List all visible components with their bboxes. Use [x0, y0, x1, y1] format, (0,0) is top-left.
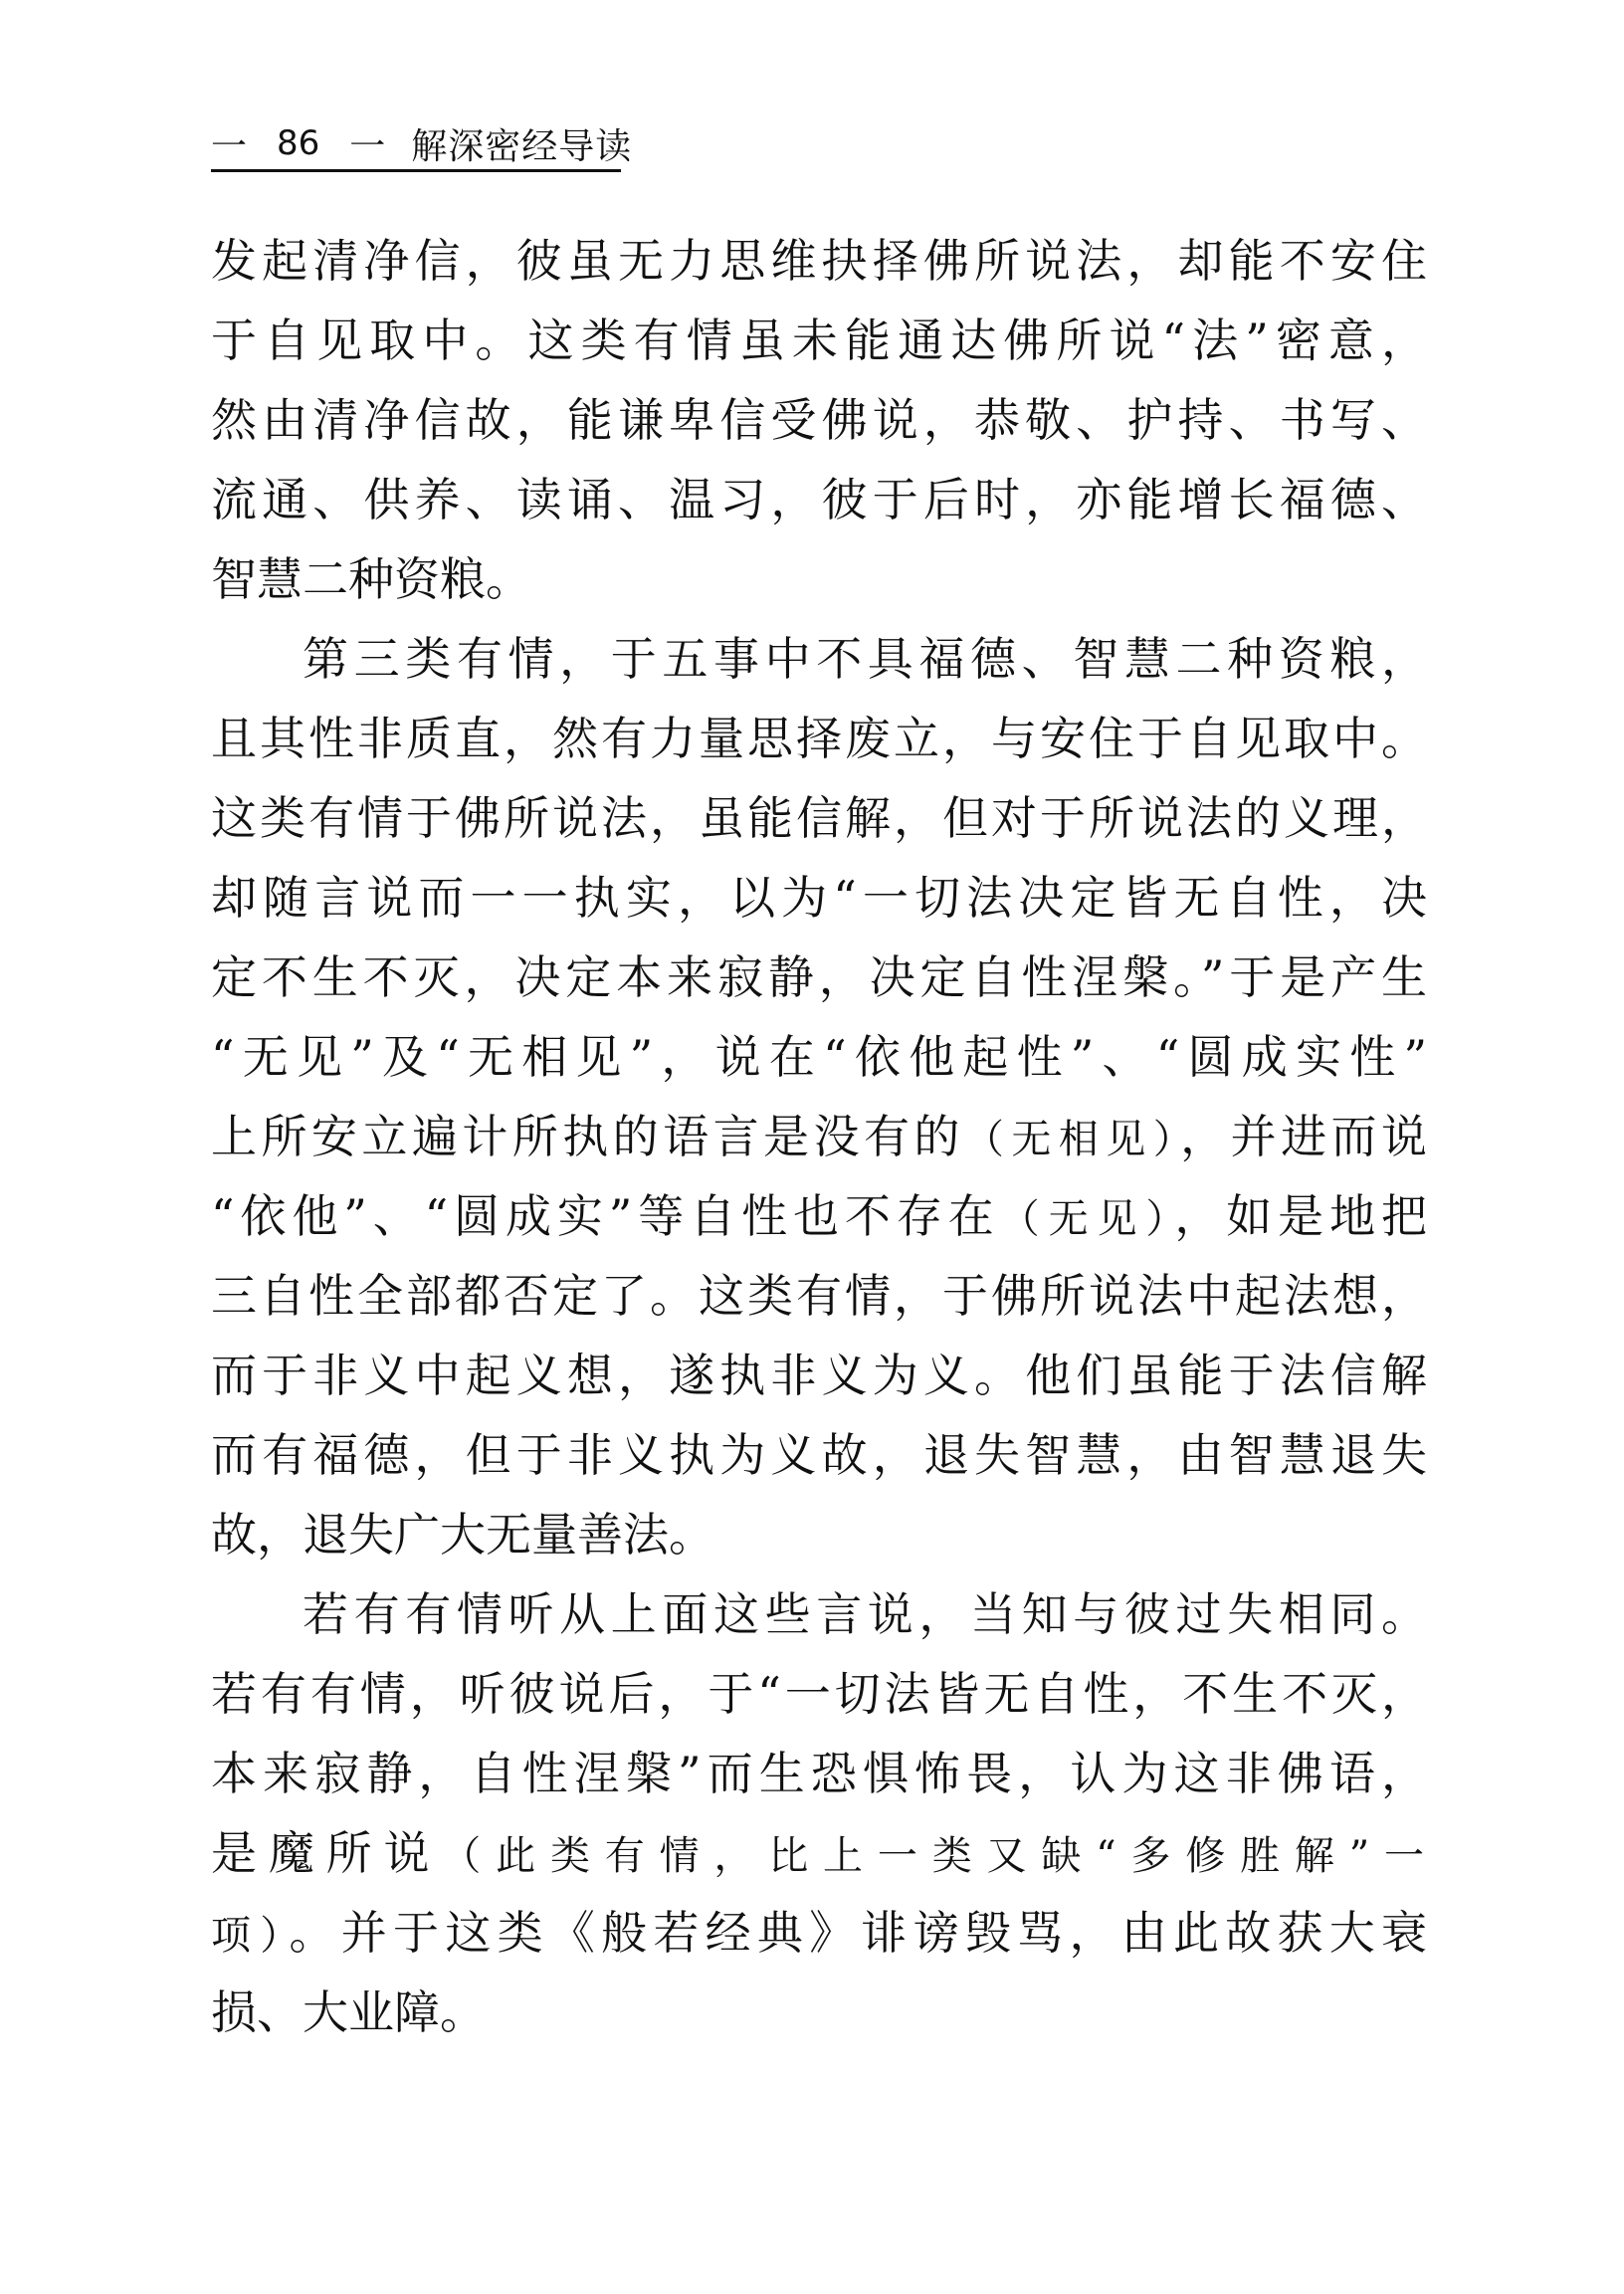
text-line [211, 1813, 1427, 1893]
text-line: 流通、供养、读诵、温习，彼于后时，亦能增长福德、 [211, 473, 1427, 526]
text-line [211, 1097, 1427, 1176]
text-segment: 上所安立遍计所执的语言是没有的 [211, 1110, 964, 1163]
text-line: 却随言说而一一执实，以为“一切法决定皆无自性，决 [211, 871, 1427, 925]
text-segment: “依他”、“圆成实”等自性也不存在 [211, 1189, 1000, 1243]
text-line: 且其性非质直，然有力量思择废立，与安住于自见取中。 [211, 712, 1427, 765]
header-dash-right: 一 [349, 125, 386, 167]
paragraph-first-line: 第三类有情，于五事中不具福德、智慧二种资粮， [303, 632, 1427, 686]
annotation-note: （此类有情，比上一类又缺“多修胜解”一 [441, 1833, 1427, 1879]
body-text [211, 221, 1427, 2052]
text-segment: 是魔所说 [211, 1826, 442, 1880]
text-line: 若有有情，听彼说后，于“一切法皆无自性，不生不灭， [211, 1667, 1427, 1721]
text-line: “无见”及“无相见”，说在“依他起性”、“圆成实性” [211, 1030, 1427, 1084]
text-line: 而有福德，但于非义执为义故，退失智慧，由智慧退失 [211, 1428, 1427, 1482]
text-line: 定不生不灭，决定本来寂静，决定自性涅槃。”于是产生 [211, 950, 1427, 1004]
text-line: 于自见取中。这类有情虽未能通达佛所说“法”密意， [211, 313, 1427, 367]
text-line: 故，退失广大无量善法。 [211, 1508, 714, 1562]
page-number: 86 [277, 123, 320, 163]
paragraph-first-line: 若有有情听从上面这些言说，当知与彼过失相同。 [303, 1587, 1427, 1641]
annotation-note: 项） [211, 1913, 290, 1959]
annotation-note: （无见） [999, 1196, 1175, 1242]
text-line: 发起清净信，彼虽无力思维抉择佛所说法，却能不安住 [211, 234, 1427, 288]
text-line: 智慧二种资粮。 [211, 552, 531, 606]
text-line: 本来寂静，自性涅槃”而生恐惧怖畏，认为这非佛语， [211, 1747, 1427, 1800]
text-line [211, 1176, 1427, 1256]
text-segment: 。并于这类《般若经典》诽谤毁骂，由此故获大衰 [289, 1906, 1427, 1960]
header-dash-left: 一 [211, 125, 248, 167]
text-segment: ，如是地把 [1174, 1189, 1427, 1243]
text-line: 这类有情于佛所说法，虽能信解，但对于所说法的义理， [211, 791, 1427, 845]
text-line [211, 1893, 1427, 1973]
text-line: 然由清净信故，能谦卑信受佛说，恭敬、护持、书写、 [211, 393, 1427, 447]
text-line: 而于非义中起义想，遂执非义为义。他们虽能于法信解 [211, 1349, 1427, 1402]
text-line: 三自性全部都否定了。这类有情，于佛所说法中起法想， [211, 1269, 1427, 1323]
running-header [211, 117, 633, 172]
book-title: 解深密经导读 [411, 125, 633, 167]
annotation-note: （无相见） [963, 1117, 1181, 1162]
text-line: 损、大业障。 [211, 1985, 486, 2039]
text-segment: ，并进而说 [1180, 1110, 1427, 1163]
